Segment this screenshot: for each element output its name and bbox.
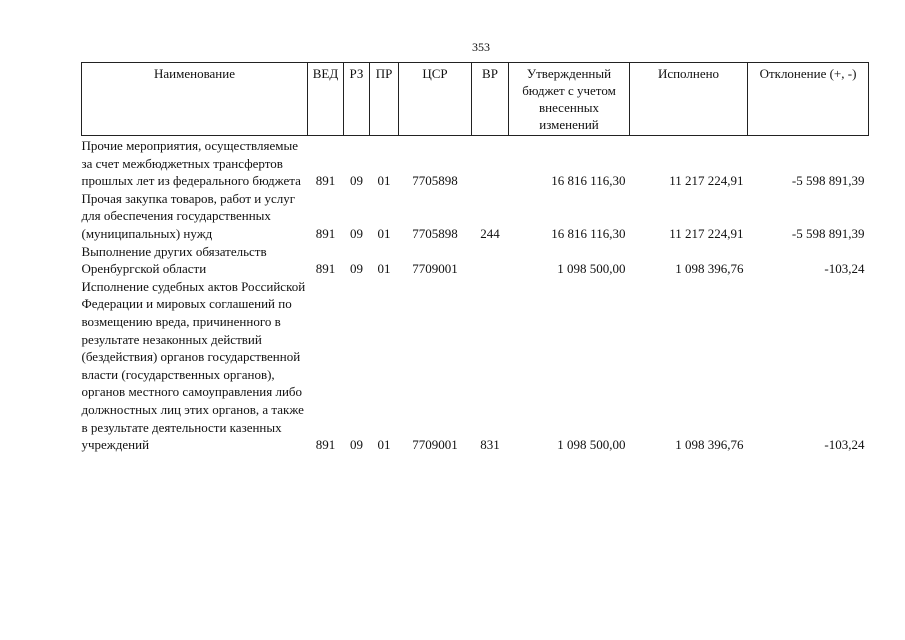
row-executed: 11 217 224,91 [669,173,744,189]
row-approved: 16 816 116,30 [551,225,626,241]
row-ved: 891 [315,173,336,189]
row-vr [472,243,509,278]
header-deviation: Отклонение (+, -) [748,63,869,136]
header-approved: Утвержденный бюджет с учетом внесенных изменений [509,63,630,136]
header-csr: ЦСР [399,63,472,136]
row-pr: 01 [377,225,391,241]
row-csr: 7709001 [412,261,458,277]
row-name: Прочие мероприятия, осуществляемые за счет межбюджетных трансфертов прошлых лет из федерального бюджета [81,138,301,189]
header-executed: Исполнено [630,63,748,136]
table-row [82,243,869,278]
row-rz: 09 [350,261,363,277]
row-rz: 09 [350,225,363,241]
row-vr: 244 [480,225,500,241]
table-row [82,190,869,243]
table-row [82,278,869,454]
row-csr: 7705898 [412,225,458,241]
row-approved: 16 816 116,30 [551,173,626,189]
row-pr: 01 [377,173,391,189]
row-executed: 11 217 224,91 [669,225,744,241]
row-pr: 01 [377,261,391,277]
table-body [82,136,869,454]
header-row [82,63,869,136]
budget-table [81,62,869,454]
header-rz: РЗ [344,63,370,136]
table-header [82,63,869,136]
row-ved: 891 [315,225,336,241]
row-name: Исполнение судебных актов Российской Федерации и мировых соглашений по возмещению вреда, причиненного в результате незаконных действий (бездействия) органов государственной власти (государственных органов), органов местного самоуправления либо должностных лиц этих органов, а также в результате деятельности казенных учреждений [81,278,306,453]
row-name: Выполнение других обязательств Оренбургской области [81,243,267,277]
row-csr: 7705898 [412,173,458,189]
header-name: Наименование [82,63,308,136]
table-row [82,136,869,190]
row-deviation: -5 598 891,39 [791,225,865,241]
row-csr: 7709001 [412,437,458,453]
header-vr: ВР [472,63,509,136]
row-executed: 1 098 396,76 [675,437,744,453]
row-ved: 891 [315,437,336,453]
row-ved: 891 [315,261,336,277]
header-ved: ВЕД [308,63,344,136]
row-deviation: -103,24 [824,437,865,453]
row-pr: 01 [377,437,391,453]
row-executed: 1 098 396,76 [675,261,744,277]
row-rz: 09 [350,173,363,189]
row-approved: 1 098 500,00 [557,437,626,453]
row-vr: 831 [480,437,500,453]
page-number: 353 [472,40,490,54]
row-name: Прочая закупка товаров, работ и услуг для обеспечения государственных (муниципальных) нужд [81,190,296,241]
row-approved: 1 098 500,00 [557,261,626,277]
row-vr [472,136,509,190]
row-rz: 09 [350,437,363,453]
header-pr: ПР [370,63,399,136]
row-deviation: -5 598 891,39 [791,173,865,189]
row-deviation: -103,24 [824,261,865,277]
